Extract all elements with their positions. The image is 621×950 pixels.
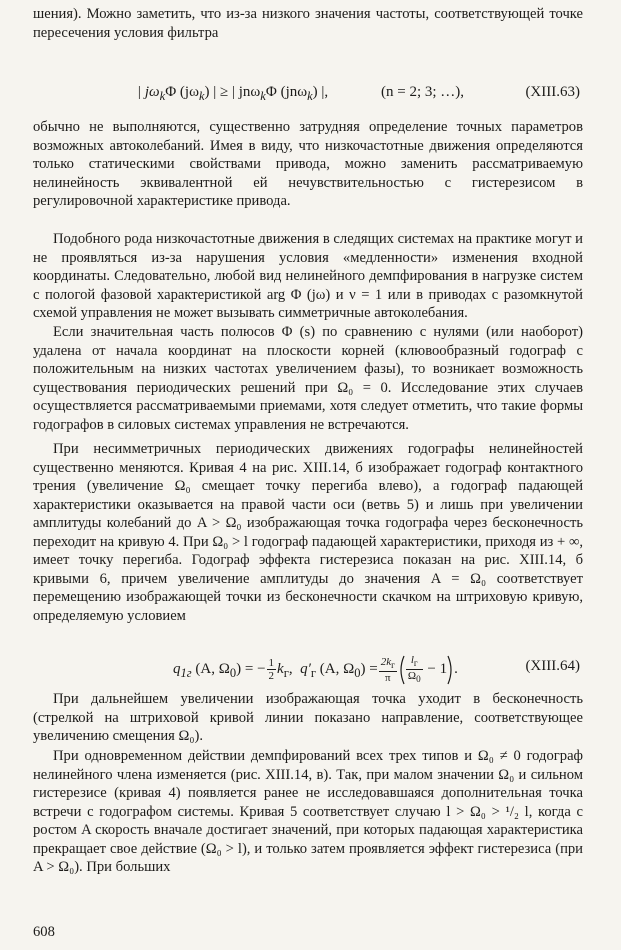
- paragraph-further-increase: При дальнейшем увеличении изображающая точка уходит в бесконечность (стрелкой на штриховой кривой линии показано направление, соответствующее увеличению смещения Ω₀).: [33, 691, 583, 745]
- equation-64-expression: $q_{1г}$ (A, $\Omega_0$) = − $\frac{1}{2}$ $k_г$, $q'_г$ (A, $\Omega_0$) = $\frac{2k_г}{\pi}$ $\frac{l_г}{\Omega_0}$ − 1 .: [173, 654, 458, 685]
- equation-xiii-63: [33, 84, 583, 106]
- equation-64-label: (XIII.64): [525, 658, 580, 674]
- equation-xiii-64: [33, 650, 583, 690]
- paragraph-low-frequency-motions: Подобного рода низкочастотные движения в следящих системах на практике могут и не проявляться из-за нарушения условия «медленности» изменения входной координаты. Следовательно, любой вид нелинейного демпфирования в нагрузке систем с пологой фазовой характеристикой arg Φ (jω) и ν = 1 или в приводах с разомкнутой схемой управления не может вызывать симметричные автоколебания.: [33, 231, 583, 322]
- paragraph-asymmetric-motions: При несимметричных периодических движениях годографы нелинейностей существенно меняются. Кривая 4 на рис. XIII.14, б изображает годограф контактного трения (увеличение Ω₀ смещает точку перегиба влево), а годограф падающей характеристики оказывается на правой части оси (ветвь 5) и лишь при увеличении амплитуды колебаний до A > Ω₀ изображающая точка годографа через бесконечность переходит на кривую 4. При Ω₀ > l годограф падающей характеристики, приходя из + ∞, имеет точку перегиба. Годограф эффекта гистерезиса показан на рис. XIII.14, б кривыми 6, причем увеличение амплитуды до значения A = Ω₀ соответствует перемещению изображающей точки из бесконечности скачком на штриховую кривую, определяемую условием: [33, 441, 583, 624]
- equation-63-condition: (n = 2; 3; …),: [381, 84, 465, 100]
- left-parenthesis-icon: [398, 655, 405, 685]
- paragraph-combined-damping: При одновременном действии демпфирований всех трех типов и Ω₀ ≠ 0 годограф нелинейного члена изменяется (рис. XIII.14, в). Так, при малом значении Ω₀ и сильном гистерезисе (кривая 4) появляется ранее не исследовавшаяся дополнительная точка встречи с годографом системы. Кривая 5 соответствует случаю l > Ω₀ > ¹/₂ l, когда с ростом A скорость вначале достигает значений, при которых падающая характеристика прекращает свое действие (Ω₀ > l), и только затем проявляется эффект гистерезиса (при A > Ω₀). При больших: [33, 748, 583, 876]
- paragraph-equivalent-nonlinearity: обычно не выполняются, существенно затрудняя определение точных параметров возможных автоколебаний. Имея в виду, что низкочастотные движения определяются только статическими свойствами привода, можно заменить рассматриваемую нелинейность эквивалентной ей нечувствительностью с гистерезисом в регулировочной характеристике привода.: [33, 119, 583, 210]
- paragraph-filter-condition: шения). Можно заметить, что из-за низкого значения частоты, соответствующей точке пересечения условия фильтра: [33, 6, 583, 41]
- equation-63-label: (XIII.63): [525, 84, 580, 100]
- fraction-l-over-omega: $\frac{l_г}{\Omega_0}$: [407, 654, 421, 685]
- page-number: 608: [33, 924, 55, 940]
- paragraph-poles-zeros: Если значительная часть полюсов Φ (s) по сравнению с нулями (или наоборот) удалена от начала координат на плоскости корней (клювообразный годограф с положительным на низких частотах увеличением фазы), то возникает возможность существования периодических решений при Ω₀ = 0. Исследование этих случаев осуществляется рассматриваемыми приемами, хотя следует отметить, что такие формы годографов в силовых системах управления не встречаются.: [33, 324, 583, 433]
- equation-63-expression: | $j\omega_k\Phi$ $(j\omega_k)$ | ≥ | jnω$_k$Φ (jnω$_k$) |,: [137, 84, 329, 103]
- fraction-two-k-over-pi: $\frac{2k_г}{\pi}$: [380, 655, 395, 684]
- fraction-one-half: $\frac{1}{2}$: [268, 657, 275, 683]
